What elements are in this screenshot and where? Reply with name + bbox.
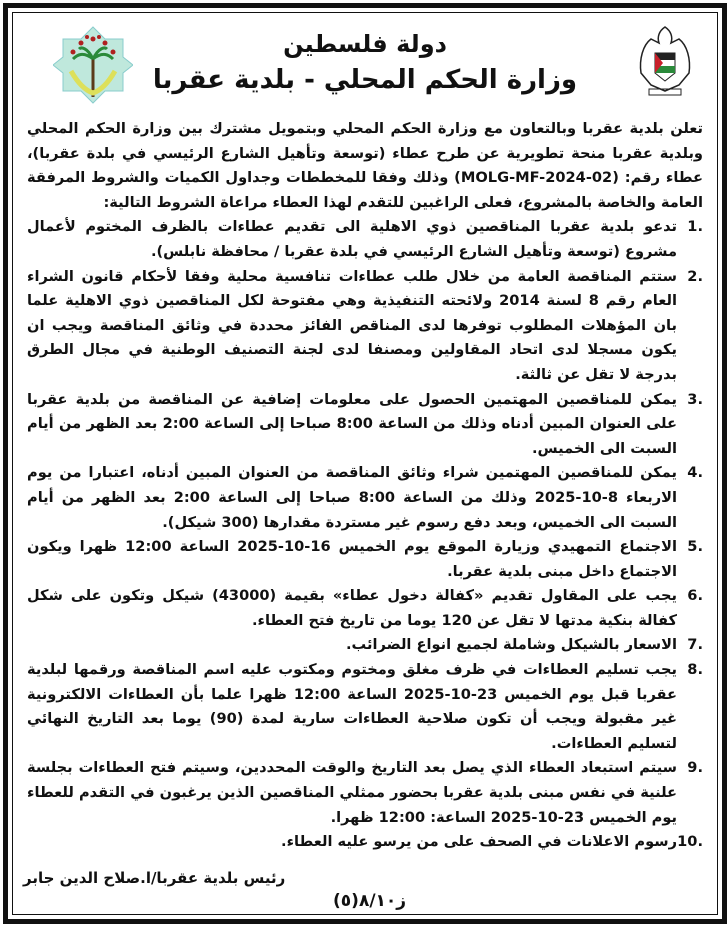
condition-item bbox=[27, 584, 703, 633]
condition-item bbox=[27, 830, 703, 855]
condition-item bbox=[27, 756, 703, 830]
condition-item bbox=[27, 215, 703, 264]
item-number: 7. bbox=[687, 636, 703, 654]
condition-item bbox=[27, 658, 703, 756]
advertisement-inner-border bbox=[12, 12, 718, 915]
item-number: 9. bbox=[687, 759, 703, 777]
advertisement-frame bbox=[3, 3, 727, 924]
header-ministry-municipality: وزارة الحكم المحلي - بلدية عقربا bbox=[152, 65, 578, 95]
item-text: يمكن للمناقصين المهتمين شراء وثائق المناقصة من العنوان المبين أدناه، اعتبارا من يوم الاربعاء 8-10-2025 وذلك من الساعة 8:00 صباحا إلى الساعة 2:00 بعد الظهر من أيام السبت الى الخميس، وبعد دفع رسوم غير مستردة مقدارها (300 شيكل). bbox=[27, 464, 677, 531]
item-number: 8. bbox=[687, 661, 703, 679]
signature: رئيس بلدية عقربا/ا.صلاح الدين جابر bbox=[23, 868, 286, 887]
header bbox=[13, 13, 717, 111]
intro-paragraph: تعلن بلدية عقربا وبالتعاون مع وزارة الحكم المحلي وبتمويل مشترك بين وزارة الحكم المحلي وبلدية عقربا منحة تطويرية عن طرح عطاء (توسعة وتأهيل الشارع الرئيسي في بلدة عقربا)، عطاء رقم: (MOLG-MF-2024-02) وذلك وفقا للمخططات وجداول الكميات والشروط المرفقة العامة والخاصة بالمشروع، فعلى الراغبين للتقدم لهذا العطاء مراعاة الشروط التالية: bbox=[27, 120, 703, 211]
condition-item bbox=[27, 633, 703, 658]
aqraba-municipality-logo-icon bbox=[53, 25, 133, 105]
item-text: تدعو بلدية عقربا المناقصين ذوي الاهلية الى تقديم عطاءات بالظرف المختوم لأعمال مشروع (توسعة وتأهيل الشارع الرئيسي في بلدة عقربا / محافظة نابلس). bbox=[27, 218, 677, 260]
announcement-body bbox=[13, 111, 717, 855]
item-text: الاسعار بالشيكل وشاملة لجميع انواع الضرائب. bbox=[346, 636, 677, 654]
item-number: 4. bbox=[687, 464, 703, 482]
item-number: 5. bbox=[687, 538, 703, 556]
ad-code: ز٨/١٠(٥) bbox=[333, 890, 407, 911]
condition-item bbox=[27, 535, 703, 584]
condition-item bbox=[27, 265, 703, 388]
header-country: دولة فلسطين bbox=[283, 30, 447, 58]
item-text: يمكن للمناقصين المهتمين الحصول على معلومات إضافية عن المناقصة من بلدية عقربا على العنوان المبين أدناه وذلك من الساعة 8:00 صباحا إلى الساعة 2:00 بعد الظهر من أيام السبت الى الخميس. bbox=[27, 390, 677, 457]
footer bbox=[13, 855, 717, 915]
item-text: سيتم استبعاد العطاء الذي يصل بعد التاريخ والوقت المحددين، وسيتم فتح العطاءات بجلسة علنية في نفس مبنى بلدية عقربا بحضور ممثلي المناقصين الذين يرغبون في التقدم للعطاء يوم الخميس 23-10-2025 الساعة: 12:00 ظهرا. bbox=[27, 759, 677, 826]
item-number: 1. bbox=[687, 218, 703, 236]
item-text: رسوم الاعلانات في الصحف على من يرسو عليه العطاء. bbox=[281, 833, 677, 851]
item-text: الاجتماع التمهيدي وزيارة الموقع يوم الخميس 16-10-2025 الساعة 12:00 ظهرا ويكون الاجتماع داخل مبنى بلدية عقربا. bbox=[27, 538, 678, 580]
item-text: يجب على المقاول تقديم «كفالة دخول عطاء» بقيمة (43000) شيكل وتكون على شكل كفالة بنكية مدتها لا تقل عن 120 يوما من تاريخ فتح العطاء. bbox=[27, 587, 677, 629]
item-number: 6. bbox=[687, 587, 703, 605]
item-number: 2. bbox=[687, 267, 703, 285]
item-number: 3. bbox=[687, 390, 703, 408]
item-text: يجب تسليم العطاءات في ظرف مغلق ومختوم ومكتوب عليه اسم المناقصة ورقمها لبلدية عقربا قبل يوم الخميس 23-10-2025 الساعة 12:00 ظهرا علما بأن العطاءات الالكترونية غير مقبولة ويجب أن تكون صلاحية العطاءات سارية لمدة (90) يوما بعد التاريخ النهائي لتسليم العطاءات. bbox=[27, 661, 677, 752]
condition-item bbox=[27, 388, 703, 462]
conditions-list bbox=[27, 215, 703, 854]
item-text: ستتم المناقصة العامة من خلال طلب عطاءات تنافسية محلية وفقا لأحكام قانون الشراء العام رقم 8 لسنة 2014 ولائحته التنفيذية وهي مفتوحة لكل المناقصين ذوي الاهلية علما بان المؤهلات المطلوب توفرها لدى المناقص الفائز محددة في وثائق المناقصة ويجب ان يكون مسجلا لدى اتحاد المقاولين ومصنفا لدى لجنة التصنيف الوطنية في مجال الطرق بدرجة لا تقل عن ثالثة. bbox=[27, 267, 677, 383]
condition-item bbox=[27, 461, 703, 535]
item-number: 10. bbox=[677, 833, 703, 851]
